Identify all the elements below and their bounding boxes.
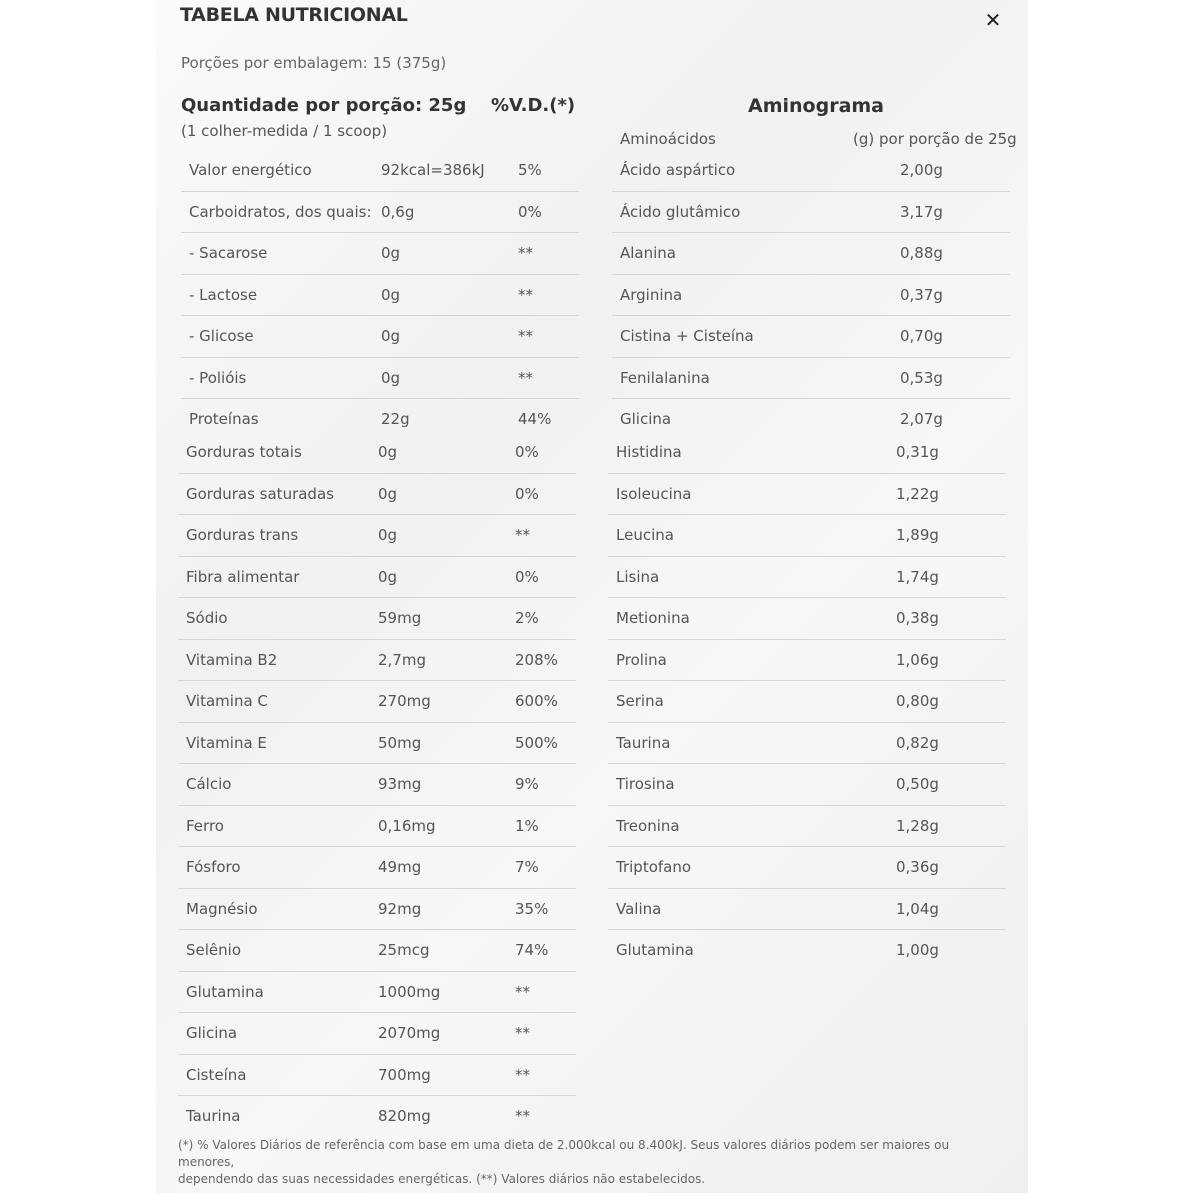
aminogram-row — [608, 889, 1006, 931]
aminogram-row-amount: 1,74g — [896, 567, 939, 586]
nutrition-row-name: Sódio — [186, 609, 228, 627]
aminogram-row-amount: 1,89g — [896, 526, 939, 544]
nutrition-row-name: - Lactose — [189, 285, 258, 304]
nutrition-row-daily-value: ** — [518, 327, 533, 345]
nutrition-row — [178, 681, 576, 723]
nutrition-row-name: - Sacarose — [189, 244, 268, 262]
aminogram-row-name: Prolina — [616, 650, 667, 669]
nutrition-row-name: Glutamina — [186, 982, 264, 1001]
aminogram-row-name: Arginina — [620, 285, 683, 304]
nutrition-row-name: Glicina — [186, 1024, 238, 1042]
servings-per-package: Porções por embalagem: 15 (375g) — [181, 54, 447, 72]
aminogram-row-name: Lisina — [616, 567, 660, 586]
aminogram-table-bottom — [608, 432, 1006, 971]
nutrition-row-amount: 1000mg — [378, 982, 441, 1001]
nutrition-row — [181, 192, 579, 234]
nutrition-row-name: Selênio — [186, 941, 241, 959]
aminogram-row-amount: 0,37g — [900, 285, 943, 304]
nutrition-row-amount: 0g — [381, 244, 401, 262]
aminogram-row-name: Glutamina — [616, 941, 694, 959]
footnote-line-1: (*) % Valores Diários de referência com base em uma dieta de 2.000kcal ou 8.400kJ. Seus valores diários podem ser maiores ou menores, — [178, 1138, 950, 1169]
aminogram-row-name: Glicina — [620, 410, 672, 428]
nutrition-row-name: Gorduras totais — [186, 443, 302, 461]
aminogram-row-amount: 1,04g — [896, 899, 939, 918]
nutrition-row-amount: 0g — [381, 368, 401, 387]
nutrition-table-bottom — [178, 432, 576, 1137]
aminogram-row — [608, 930, 1006, 971]
aminogram-row-amount: 1,00g — [896, 941, 939, 959]
aminogram-row — [608, 640, 1006, 682]
aminogram-row-amount: 0,80g — [896, 692, 939, 710]
nutrition-row — [178, 889, 576, 931]
nutrition-row-name: Carboidratos, dos quais: — [189, 202, 372, 221]
nutrition-row-amount: 59mg — [378, 609, 422, 627]
nutrition-row-daily-value: 500% — [515, 733, 558, 752]
nutrition-row — [178, 723, 576, 765]
nutrition-row-amount: 0g — [378, 443, 398, 461]
nutrition-row — [181, 233, 579, 275]
footnote — [178, 1137, 990, 1188]
aminogram-row — [608, 764, 1006, 806]
nutrition-row-amount: 2,7mg — [378, 650, 426, 669]
nutrition-row-amount: 270mg — [378, 692, 431, 710]
aminogram-row-amount: 0,82g — [896, 733, 939, 752]
aminogram-row — [608, 806, 1006, 848]
aminogram-row-amount: 0,88g — [900, 244, 943, 262]
nutrition-row — [178, 474, 576, 516]
aminogram-row-amount: 1,06g — [896, 650, 939, 669]
nutrition-row-name: Taurina — [186, 1107, 241, 1125]
nutrition-row-name: Vitamina C — [186, 692, 268, 710]
nutrition-row-name: Gorduras saturadas — [186, 484, 334, 503]
aminogram-row-name: Cistina + Cisteína — [620, 327, 754, 345]
nutrition-row-name: Vitamina B2 — [186, 650, 278, 669]
aminogram-row-name: Ácido aspártico — [620, 161, 736, 179]
aminogram-row-name: Isoleucina — [616, 484, 692, 503]
aminogram-table-top — [612, 150, 1010, 440]
aminogram-row — [608, 557, 1006, 599]
nutrition-row-amount: 0g — [381, 285, 401, 304]
aminogram-row-name: Ácido glutâmico — [620, 202, 741, 221]
nutrition-row-name: Fibra alimentar — [186, 567, 300, 586]
aminogram-row-name: Leucina — [616, 526, 674, 544]
nutrition-row-amount: 0,16mg — [378, 816, 436, 835]
aminogram-row-amount: 0,31g — [896, 443, 939, 461]
nutrition-row-daily-value: 0% — [518, 202, 542, 221]
nutrition-row-daily-value: 7% — [515, 858, 539, 876]
aminogram-row-amount: 0,36g — [896, 858, 939, 876]
nutrition-row-name: - Glicose — [189, 327, 254, 345]
aminogram-row — [608, 847, 1006, 889]
nutrition-row-daily-value: ** — [515, 982, 530, 1001]
footnote-line-2: dependendo das suas necessidades energéticas. (**) Valores diários não estabelecidos. — [178, 1172, 706, 1186]
nutrition-row — [178, 847, 576, 889]
aminogram-row-amount: 1,22g — [896, 484, 939, 503]
nutrition-row-name: Gorduras trans — [186, 526, 299, 544]
serving-size-subheading: (1 colher-medida / 1 scoop) — [181, 122, 388, 140]
nutrition-row-name: Magnésio — [186, 899, 258, 918]
aminogram-row-amount: 2,07g — [900, 410, 943, 428]
nutrition-row-name: Ferro — [186, 816, 224, 835]
nutrition-row-name: Proteínas — [189, 410, 259, 428]
nutrition-row — [178, 1055, 576, 1097]
nutrition-row — [178, 598, 576, 640]
aminogram-row — [612, 150, 1010, 192]
nutrition-row-daily-value: 0% — [515, 484, 539, 503]
aminogram-row-name: Treonina — [616, 816, 680, 835]
nutrition-row-daily-value: 600% — [515, 692, 558, 710]
nutrition-row — [178, 432, 576, 474]
nutrition-row-daily-value: ** — [515, 526, 530, 544]
aminogram-row-amount: 3,17g — [900, 202, 943, 221]
nutrition-row-amount: 92kcal=386kJ — [381, 161, 485, 179]
aminogram-row-amount: 0,53g — [900, 368, 943, 387]
nutrition-row-daily-value: ** — [518, 368, 533, 387]
aminogram-row — [612, 233, 1010, 275]
nutrition-row-name: Valor energético — [189, 161, 312, 179]
aminogram-row-name: Fenilalanina — [620, 368, 710, 387]
nutrition-row-amount: 2070mg — [378, 1024, 441, 1042]
dialog-title: TABELA NUTRICIONAL — [180, 4, 408, 26]
nutrition-row-name: Cálcio — [186, 775, 232, 793]
nutrition-row — [178, 515, 576, 557]
nutrition-row — [181, 358, 579, 400]
nutrition-row — [181, 316, 579, 358]
aminogram-row-amount: 2,00g — [900, 161, 943, 179]
aminogram-row-name: Tirosina — [616, 775, 675, 793]
nutrition-row-amount: 25mcg — [378, 941, 430, 959]
nutrition-row-daily-value: ** — [515, 1107, 530, 1125]
aminogram-row-name: Alanina — [620, 244, 676, 262]
nutrition-row-amount: 700mg — [378, 1065, 431, 1084]
nutrition-row-amount: 93mg — [378, 775, 422, 793]
aminogram-row — [608, 681, 1006, 723]
nutrition-table-top — [181, 150, 579, 440]
aminogram-col-name-header: Aminoácidos — [620, 130, 716, 148]
nutrition-row — [181, 150, 579, 192]
aminogram-row-name: Histidina — [616, 443, 682, 461]
aminogram-row-name: Triptofano — [616, 858, 692, 876]
aminogram-row — [608, 474, 1006, 516]
nutrition-row-daily-value: 1% — [515, 816, 539, 835]
serving-size-heading: Quantidade por porção: 25g — [181, 95, 467, 116]
aminogram-row-name: Metionina — [616, 609, 690, 627]
nutrition-row — [178, 557, 576, 599]
nutrition-row-amount: 0g — [378, 484, 398, 503]
nutrition-row-amount: 0g — [381, 327, 401, 345]
nutrition-row-amount: 92mg — [378, 899, 422, 918]
aminogram-row — [608, 598, 1006, 640]
nutrition-row — [181, 275, 579, 317]
nutrition-row — [178, 1013, 576, 1055]
nutrition-row-daily-value: 0% — [515, 443, 539, 461]
nutrition-row-daily-value: 2% — [515, 609, 539, 627]
aminogram-row — [612, 192, 1010, 234]
nutrition-row-amount: 22g — [381, 410, 410, 428]
nutrition-row-name: - Polióis — [189, 368, 247, 387]
aminogram-title: Aminograma — [748, 95, 885, 117]
aminogram-row-amount: 0,38g — [896, 609, 939, 627]
nutrition-row-name: Fósforo — [186, 858, 241, 876]
nutrition-row-amount: 0,6g — [381, 202, 415, 221]
nutrition-row-daily-value: 9% — [515, 775, 539, 793]
nutrition-row-daily-value: 74% — [515, 941, 549, 959]
daily-value-heading: %V.D.(*) — [491, 95, 576, 116]
nutrition-row-daily-value: 5% — [518, 161, 542, 179]
aminogram-row-name: Valina — [616, 899, 662, 918]
nutrition-row-amount: 50mg — [378, 733, 422, 752]
nutrition-row-daily-value: 208% — [515, 650, 558, 669]
nutrition-row — [178, 806, 576, 848]
nutrition-row-amount: 0g — [378, 526, 398, 544]
nutrition-row — [178, 640, 576, 682]
aminogram-row-amount: 1,28g — [896, 816, 939, 835]
aminogram-row — [612, 275, 1010, 317]
nutrition-row-daily-value: ** — [518, 244, 533, 262]
aminogram-row — [608, 432, 1006, 474]
nutrition-row-amount: 0g — [378, 567, 398, 586]
nutrition-row-name: Vitamina E — [186, 733, 267, 752]
nutrition-row-daily-value: 35% — [515, 899, 549, 918]
nutrition-row-amount: 820mg — [378, 1107, 431, 1125]
aminogram-row-name: Serina — [616, 692, 664, 710]
aminogram-row — [608, 723, 1006, 765]
aminogram-col-amount-header: (g) por porção de 25g — [853, 130, 1017, 148]
aminogram-row — [608, 515, 1006, 557]
nutrition-row — [178, 930, 576, 972]
close-icon[interactable]: ✕ — [984, 8, 1002, 32]
nutrition-row-daily-value: ** — [515, 1024, 530, 1042]
aminogram-row — [612, 316, 1010, 358]
nutrition-row-name: Cisteína — [186, 1065, 247, 1084]
nutrition-row-daily-value: ** — [515, 1065, 530, 1084]
nutrition-row-amount: 49mg — [378, 858, 422, 876]
aminogram-row — [612, 358, 1010, 400]
nutrition-row-daily-value: 0% — [515, 567, 539, 586]
nutrition-row-daily-value: 44% — [518, 410, 552, 428]
aminogram-row-name: Taurina — [616, 733, 671, 752]
aminogram-row-amount: 0,70g — [900, 327, 943, 345]
aminogram-row-amount: 0,50g — [896, 775, 939, 793]
nutrition-row-daily-value: ** — [518, 285, 533, 304]
nutrition-row — [178, 972, 576, 1014]
nutrition-row — [178, 764, 576, 806]
nutrition-row — [178, 1096, 576, 1137]
